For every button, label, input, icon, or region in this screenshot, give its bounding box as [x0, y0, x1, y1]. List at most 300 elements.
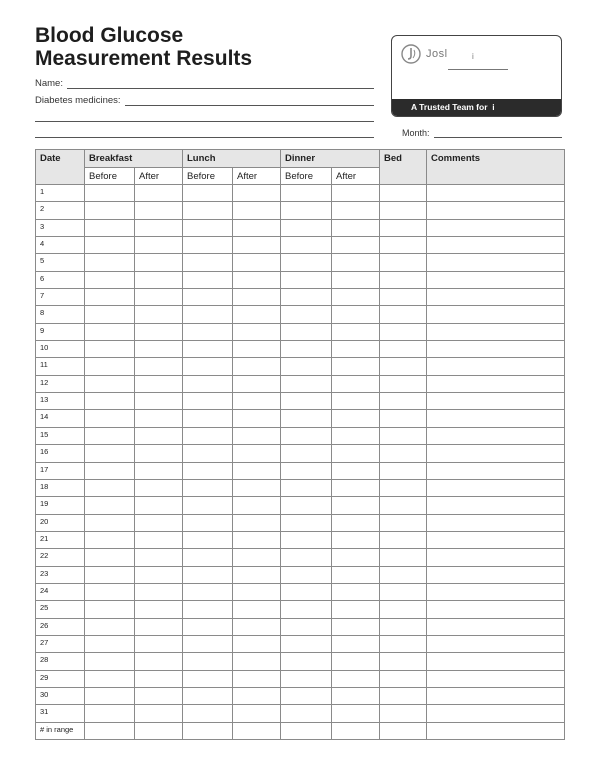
breakfast-after-cell[interactable] — [135, 497, 183, 514]
lunch-before-cell[interactable] — [183, 566, 233, 583]
breakfast-after-cell[interactable] — [135, 583, 183, 600]
lunch-header: Lunch — [183, 150, 281, 168]
lunch-after-cell[interactable] — [233, 653, 281, 670]
lunch-after-header: After — [233, 168, 281, 185]
lunch-before-cell[interactable] — [183, 410, 233, 427]
breakfast-after-cell[interactable] — [135, 445, 183, 462]
bed-cell[interactable] — [380, 445, 427, 462]
dinner-after-cell[interactable] — [332, 358, 380, 375]
dinner-after-cell[interactable] — [332, 514, 380, 531]
glucose-log-table — [35, 149, 565, 740]
bed-cell[interactable] — [380, 427, 427, 444]
lunch-after-cell[interactable] — [233, 618, 281, 635]
dinner-before-cell[interactable] — [281, 687, 332, 704]
dinner-before-cell[interactable] — [281, 583, 332, 600]
lunch-before-cell[interactable] — [183, 670, 233, 687]
breakfast-before-cell[interactable] — [85, 566, 135, 583]
lunch-after-cell[interactable] — [233, 601, 281, 618]
header-row — [36, 150, 565, 168]
breakfast-after-cell[interactable] — [135, 566, 183, 583]
breakfast-after-cell[interactable] — [135, 237, 183, 254]
lunch-before-cell[interactable] — [183, 306, 233, 323]
lunch-after-cell[interactable] — [233, 514, 281, 531]
comments-cell[interactable] — [427, 410, 565, 427]
lunch-before-cell[interactable] — [183, 393, 233, 410]
breakfast-after-cell[interactable] — [135, 601, 183, 618]
name-input-line[interactable] — [67, 87, 374, 89]
dinner-after-cell[interactable] — [332, 618, 380, 635]
breakfast-before-cell[interactable] — [85, 219, 135, 236]
comments-cell[interactable] — [427, 705, 565, 722]
bed-cell[interactable] — [380, 687, 427, 704]
dinner-before-cell[interactable] — [281, 358, 332, 375]
dinner-after-cell[interactable] — [332, 289, 380, 306]
dinner-after-cell[interactable] — [332, 271, 380, 288]
lunch-after-cell[interactable] — [233, 358, 281, 375]
dinner-before-cell[interactable] — [281, 653, 332, 670]
dinner-after-cell[interactable] — [332, 479, 380, 496]
dinner-after-cell[interactable] — [332, 462, 380, 479]
breakfast-before-cell[interactable] — [85, 687, 135, 704]
dinner-after-cell[interactable] — [332, 497, 380, 514]
lunch-after-cell[interactable] — [233, 479, 281, 496]
medicines-extra-line-2[interactable] — [35, 137, 374, 138]
breakfast-before-cell[interactable] — [85, 479, 135, 496]
table-row — [36, 635, 565, 652]
dinner-after-cell[interactable] — [332, 323, 380, 340]
breakfast-before-cell[interactable] — [85, 375, 135, 392]
dinner-before-cell[interactable] — [281, 427, 332, 444]
bed-header: Bed — [380, 150, 427, 185]
table-row — [36, 497, 565, 514]
breakfast-before-cell[interactable] — [85, 271, 135, 288]
breakfast-before-cell[interactable] — [85, 635, 135, 652]
lunch-after-cell[interactable] — [233, 531, 281, 548]
breakfast-before-cell[interactable] — [85, 427, 135, 444]
table-row — [36, 445, 565, 462]
dinner-before-cell[interactable] — [281, 289, 332, 306]
lunch-before-cell[interactable] — [183, 618, 233, 635]
breakfast-before-cell[interactable] — [85, 254, 135, 271]
dinner-after-cell[interactable] — [332, 202, 380, 219]
bed-cell[interactable] — [380, 566, 427, 583]
lunch-before-cell[interactable] — [183, 375, 233, 392]
dinner-after-cell[interactable] — [332, 635, 380, 652]
lunch-before-cell[interactable] — [183, 237, 233, 254]
lunch-after-cell[interactable] — [233, 341, 281, 358]
lunch-before-cell[interactable] — [183, 549, 233, 566]
medicines-field[interactable] — [35, 95, 374, 106]
in-range-lunch-before-cell[interactable] — [183, 722, 233, 739]
dinner-after-cell[interactable] — [332, 549, 380, 566]
lunch-after-cell[interactable] — [233, 549, 281, 566]
breakfast-before-cell[interactable] — [85, 237, 135, 254]
dinner-before-cell[interactable] — [281, 375, 332, 392]
lunch-after-cell[interactable] — [233, 566, 281, 583]
dinner-before-cell[interactable] — [281, 514, 332, 531]
dinner-after-cell[interactable] — [332, 705, 380, 722]
lunch-after-cell[interactable] — [233, 497, 281, 514]
lunch-after-cell[interactable] — [233, 583, 281, 600]
day-number: 19 — [36, 497, 85, 514]
breakfast-before-cell[interactable] — [85, 601, 135, 618]
lunch-before-cell[interactable] — [183, 653, 233, 670]
in-range-label: # in range — [36, 722, 85, 739]
dinner-before-cell[interactable] — [281, 497, 332, 514]
breakfast-after-cell[interactable] — [135, 289, 183, 306]
date-header: Date — [36, 150, 85, 185]
bed-cell[interactable] — [380, 670, 427, 687]
comments-cell[interactable] — [427, 583, 565, 600]
breakfast-after-cell[interactable] — [135, 202, 183, 219]
comments-cell[interactable] — [427, 393, 565, 410]
day-number: 14 — [36, 410, 85, 427]
breakfast-after-cell[interactable] — [135, 271, 183, 288]
bed-cell[interactable] — [380, 289, 427, 306]
breakfast-before-cell[interactable] — [85, 306, 135, 323]
breakfast-after-cell[interactable] — [135, 410, 183, 427]
day-number: 24 — [36, 583, 85, 600]
lunch-after-cell[interactable] — [233, 323, 281, 340]
in-range-dinner-before-cell[interactable] — [281, 722, 332, 739]
lunch-before-cell[interactable] — [183, 531, 233, 548]
bed-cell[interactable] — [380, 705, 427, 722]
day-number: 27 — [36, 635, 85, 652]
lunch-before-cell[interactable] — [183, 289, 233, 306]
dinner-after-cell[interactable] — [332, 653, 380, 670]
dinner-before-cell[interactable] — [281, 219, 332, 236]
comments-cell[interactable] — [427, 687, 565, 704]
comments-cell[interactable] — [427, 289, 565, 306]
bed-cell[interactable] — [380, 393, 427, 410]
lunch-after-cell[interactable] — [233, 254, 281, 271]
day-number: 18 — [36, 479, 85, 496]
lunch-before-cell[interactable] — [183, 462, 233, 479]
breakfast-before-cell[interactable] — [85, 705, 135, 722]
lunch-before-cell[interactable] — [183, 635, 233, 652]
comments-cell[interactable] — [427, 635, 565, 652]
bed-cell[interactable] — [380, 549, 427, 566]
breakfast-after-cell[interactable] — [135, 479, 183, 496]
dinner-before-cell[interactable] — [281, 237, 332, 254]
dinner-before-cell[interactable] — [281, 341, 332, 358]
dinner-after-cell[interactable] — [332, 583, 380, 600]
breakfast-after-cell[interactable] — [135, 514, 183, 531]
comments-cell[interactable] — [427, 566, 565, 583]
comments-cell[interactable] — [427, 618, 565, 635]
comments-cell[interactable] — [427, 306, 565, 323]
comments-cell[interactable] — [427, 497, 565, 514]
table-row — [36, 271, 565, 288]
lunch-after-cell[interactable] — [233, 237, 281, 254]
dinner-after-cell[interactable] — [332, 531, 380, 548]
dinner-after-cell[interactable] — [332, 566, 380, 583]
title-line-1: Blood Glucose — [35, 24, 184, 47]
lunch-after-cell[interactable] — [233, 705, 281, 722]
bed-cell[interactable] — [380, 618, 427, 635]
breakfast-before-cell[interactable] — [85, 185, 135, 202]
lunch-after-cell[interactable] — [233, 635, 281, 652]
dinner-after-cell[interactable] — [332, 341, 380, 358]
dinner-before-cell[interactable] — [281, 601, 332, 618]
dinner-before-cell[interactable] — [281, 670, 332, 687]
table-row — [36, 306, 565, 323]
day-number: 29 — [36, 670, 85, 687]
dinner-before-cell[interactable] — [281, 410, 332, 427]
breakfast-after-cell[interactable] — [135, 531, 183, 548]
comments-cell[interactable] — [427, 341, 565, 358]
breakfast-after-cell[interactable] — [135, 185, 183, 202]
bed-cell[interactable] — [380, 531, 427, 548]
medicines-extra-line-1[interactable] — [35, 121, 374, 122]
dinner-after-cell[interactable] — [332, 306, 380, 323]
breakfast-after-cell[interactable] — [135, 653, 183, 670]
dinner-before-cell[interactable] — [281, 202, 332, 219]
bed-cell[interactable] — [380, 375, 427, 392]
bed-cell[interactable] — [380, 341, 427, 358]
breakfast-after-cell[interactable] — [135, 635, 183, 652]
dinner-after-cell[interactable] — [332, 427, 380, 444]
comments-cell[interactable] — [427, 427, 565, 444]
comments-cell[interactable] — [427, 549, 565, 566]
breakfast-before-cell[interactable] — [85, 583, 135, 600]
breakfast-before-cell[interactable] — [85, 670, 135, 687]
bed-cell[interactable] — [380, 462, 427, 479]
breakfast-header: Breakfast — [85, 150, 183, 168]
bed-cell[interactable] — [380, 410, 427, 427]
comments-cell[interactable] — [427, 670, 565, 687]
bed-cell[interactable] — [380, 497, 427, 514]
breakfast-before-cell[interactable] — [85, 445, 135, 462]
lunch-before-cell[interactable] — [183, 341, 233, 358]
bed-cell[interactable] — [380, 237, 427, 254]
dinner-before-cell[interactable] — [281, 618, 332, 635]
comments-cell[interactable] — [427, 653, 565, 670]
lunch-after-cell[interactable] — [233, 202, 281, 219]
breakfast-after-cell[interactable] — [135, 393, 183, 410]
breakfast-after-cell[interactable] — [135, 219, 183, 236]
lunch-after-cell[interactable] — [233, 185, 281, 202]
in-range-bed-cell[interactable] — [380, 722, 427, 739]
table-row — [36, 687, 565, 704]
lunch-after-cell[interactable] — [233, 306, 281, 323]
breakfast-before-cell[interactable] — [85, 202, 135, 219]
lunch-before-cell[interactable] — [183, 705, 233, 722]
dinner-after-cell[interactable] — [332, 410, 380, 427]
breakfast-before-cell[interactable] — [85, 393, 135, 410]
comments-cell[interactable] — [427, 479, 565, 496]
breakfast-after-cell[interactable] — [135, 341, 183, 358]
dinner-before-cell[interactable] — [281, 531, 332, 548]
lunch-after-cell[interactable] — [233, 375, 281, 392]
bed-cell[interactable] — [380, 254, 427, 271]
table-row — [36, 202, 565, 219]
dinner-before-cell[interactable] — [281, 271, 332, 288]
bed-cell[interactable] — [380, 653, 427, 670]
dinner-after-cell[interactable] — [332, 185, 380, 202]
bed-cell[interactable] — [380, 514, 427, 531]
dinner-after-cell[interactable] — [332, 393, 380, 410]
lunch-after-cell[interactable] — [233, 462, 281, 479]
breakfast-before-cell[interactable] — [85, 618, 135, 635]
tagline-bar — [392, 99, 561, 116]
day-number: 7 — [36, 289, 85, 306]
lunch-after-cell[interactable] — [233, 393, 281, 410]
lunch-before-cell[interactable] — [183, 514, 233, 531]
bed-cell[interactable] — [380, 185, 427, 202]
dinner-after-cell[interactable] — [332, 670, 380, 687]
bed-cell[interactable] — [380, 635, 427, 652]
lunch-before-cell[interactable] — [183, 601, 233, 618]
breakfast-after-cell[interactable] — [135, 462, 183, 479]
table-row — [36, 479, 565, 496]
dinner-after-cell[interactable] — [332, 254, 380, 271]
medicines-label: Diabetes medicines: — [35, 95, 121, 106]
dinner-before-cell[interactable] — [281, 323, 332, 340]
breakfast-before-cell[interactable] — [85, 358, 135, 375]
comments-cell[interactable] — [427, 185, 565, 202]
comments-cell[interactable] — [427, 445, 565, 462]
month-input-line[interactable] — [434, 136, 562, 138]
table-row — [36, 341, 565, 358]
comments-cell[interactable] — [427, 514, 565, 531]
lunch-before-cell[interactable] — [183, 219, 233, 236]
bed-cell[interactable] — [380, 323, 427, 340]
lunch-before-cell[interactable] — [183, 427, 233, 444]
dinner-before-cell[interactable] — [281, 393, 332, 410]
breakfast-before-cell[interactable] — [85, 462, 135, 479]
in-range-dinner-after-cell[interactable] — [332, 722, 380, 739]
month-field[interactable] — [402, 128, 562, 138]
breakfast-before-cell[interactable] — [85, 497, 135, 514]
lunch-before-cell[interactable] — [183, 254, 233, 271]
breakfast-before-cell[interactable] — [85, 341, 135, 358]
in-range-breakfast-before-cell[interactable] — [85, 722, 135, 739]
bed-cell[interactable] — [380, 601, 427, 618]
dinner-before-cell[interactable] — [281, 705, 332, 722]
comments-cell[interactable] — [427, 375, 565, 392]
bed-cell[interactable] — [380, 583, 427, 600]
comments-cell[interactable] — [427, 202, 565, 219]
medicines-input-line[interactable] — [125, 104, 374, 106]
in-range-breakfast-after-cell[interactable] — [135, 722, 183, 739]
comments-cell[interactable] — [427, 462, 565, 479]
comments-cell[interactable] — [427, 237, 565, 254]
breakfast-after-cell[interactable] — [135, 549, 183, 566]
lunch-before-cell[interactable] — [183, 202, 233, 219]
lunch-before-cell[interactable] — [183, 323, 233, 340]
bed-cell[interactable] — [380, 219, 427, 236]
dinner-before-cell[interactable] — [281, 445, 332, 462]
lunch-before-cell[interactable] — [183, 497, 233, 514]
lunch-before-cell[interactable] — [183, 445, 233, 462]
lunch-before-cell[interactable] — [183, 358, 233, 375]
bed-cell[interactable] — [380, 479, 427, 496]
breakfast-before-cell[interactable] — [85, 323, 135, 340]
breakfast-after-cell[interactable] — [135, 358, 183, 375]
lunch-before-cell[interactable] — [183, 479, 233, 496]
breakfast-after-cell[interactable] — [135, 618, 183, 635]
table-row — [36, 531, 565, 548]
breakfast-before-cell[interactable] — [85, 514, 135, 531]
logo-sub: i — [472, 52, 474, 61]
bed-cell[interactable] — [380, 306, 427, 323]
dinner-after-cell[interactable] — [332, 445, 380, 462]
day-number: 8 — [36, 306, 85, 323]
breakfast-after-cell[interactable] — [135, 323, 183, 340]
breakfast-after-cell[interactable] — [135, 705, 183, 722]
lunch-before-cell[interactable] — [183, 583, 233, 600]
comments-cell[interactable] — [427, 531, 565, 548]
day-number: 28 — [36, 653, 85, 670]
breakfast-before-cell[interactable] — [85, 410, 135, 427]
dinner-before-cell[interactable] — [281, 635, 332, 652]
breakfast-before-cell[interactable] — [85, 289, 135, 306]
comments-cell[interactable] — [427, 219, 565, 236]
dinner-before-cell[interactable] — [281, 566, 332, 583]
comments-cell[interactable] — [427, 323, 565, 340]
dinner-before-cell[interactable] — [281, 479, 332, 496]
dinner-after-cell[interactable] — [332, 237, 380, 254]
breakfast-before-cell[interactable] — [85, 531, 135, 548]
in-range-lunch-after-cell[interactable] — [233, 722, 281, 739]
lunch-before-cell[interactable] — [183, 185, 233, 202]
lunch-after-cell[interactable] — [233, 445, 281, 462]
dinner-after-cell[interactable] — [332, 687, 380, 704]
comments-cell[interactable] — [427, 254, 565, 271]
breakfast-after-cell[interactable] — [135, 254, 183, 271]
dinner-before-cell[interactable] — [281, 462, 332, 479]
day-number: 12 — [36, 375, 85, 392]
dinner-before-cell[interactable] — [281, 306, 332, 323]
dinner-before-cell[interactable] — [281, 254, 332, 271]
breakfast-before-cell[interactable] — [85, 549, 135, 566]
table-row — [36, 566, 565, 583]
breakfast-after-cell[interactable] — [135, 687, 183, 704]
comments-cell[interactable] — [427, 358, 565, 375]
lunch-after-cell[interactable] — [233, 410, 281, 427]
lunch-after-cell[interactable] — [233, 289, 281, 306]
dinner-after-cell[interactable] — [332, 601, 380, 618]
dinner-after-cell[interactable] — [332, 375, 380, 392]
in-range-comments-cell[interactable] — [427, 722, 565, 739]
bed-cell[interactable] — [380, 358, 427, 375]
breakfast-after-cell[interactable] — [135, 306, 183, 323]
table-row — [36, 705, 565, 722]
dinner-before-cell[interactable] — [281, 549, 332, 566]
bed-cell[interactable] — [380, 202, 427, 219]
breakfast-before-cell[interactable] — [85, 653, 135, 670]
lunch-before-cell[interactable] — [183, 271, 233, 288]
table-row — [36, 670, 565, 687]
breakfast-after-cell[interactable] — [135, 375, 183, 392]
comments-cell[interactable] — [427, 271, 565, 288]
logo-icon — [401, 44, 421, 64]
dinner-before-cell[interactable] — [281, 185, 332, 202]
lunch-after-cell[interactable] — [233, 219, 281, 236]
lunch-after-cell[interactable] — [233, 670, 281, 687]
lunch-after-cell[interactable] — [233, 271, 281, 288]
lunch-after-cell[interactable] — [233, 687, 281, 704]
name-field[interactable] — [35, 78, 374, 89]
bed-cell[interactable] — [380, 271, 427, 288]
lunch-after-cell[interactable] — [233, 427, 281, 444]
lunch-before-cell[interactable] — [183, 687, 233, 704]
dinner-after-cell[interactable] — [332, 219, 380, 236]
breakfast-after-cell[interactable] — [135, 427, 183, 444]
breakfast-after-cell[interactable] — [135, 670, 183, 687]
comments-cell[interactable] — [427, 601, 565, 618]
